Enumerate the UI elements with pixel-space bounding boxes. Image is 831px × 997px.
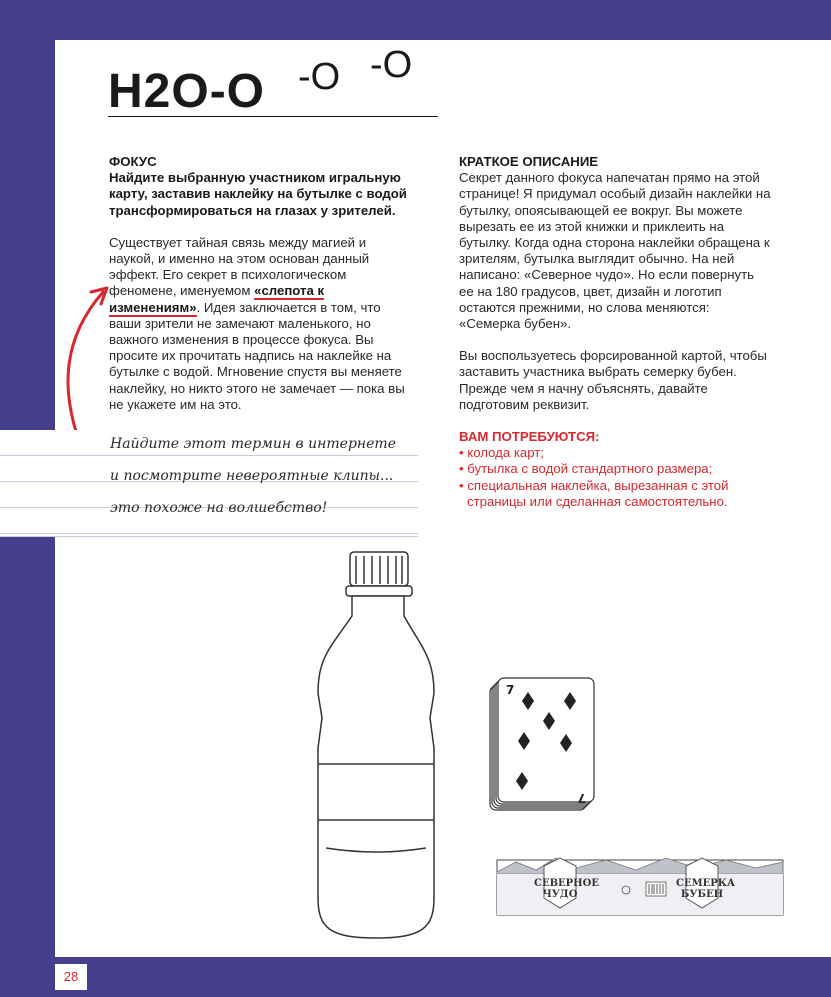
note-line-3: это похоже на волшебство! bbox=[110, 500, 328, 516]
requirements-list bbox=[459, 445, 771, 510]
sticker-left-text bbox=[534, 878, 599, 900]
requirement-item: • колода карт; bbox=[459, 445, 544, 461]
bottom-band bbox=[0, 957, 831, 997]
requirements-heading: ВАМ ПОТРЕБУЮТСЯ: bbox=[459, 429, 600, 445]
sticker-right-line-1: СЕМЕРКА bbox=[676, 878, 736, 889]
summary-paragraph-2: Вы воспользуетесь форсированной картой, чтобы заставить участника выбрать семерку бубен. Прежде чем я начну объяснять, давайте подготовим реквизит. bbox=[459, 348, 767, 412]
card-rank-top: 7 bbox=[506, 683, 515, 697]
requirement-item: • бутылка с водой стандартного размера; bbox=[459, 461, 713, 477]
handwritten-note bbox=[0, 430, 418, 537]
title-echo-2: -O bbox=[370, 44, 413, 86]
note-line-2: и посмотрите невероятные клипы... bbox=[110, 468, 394, 484]
water-bottle-illustration bbox=[300, 548, 452, 944]
title-echo-1: -O bbox=[298, 56, 341, 98]
summary-heading: КРАТКОЕ ОПИСАНИЕ bbox=[459, 154, 599, 169]
page-title bbox=[108, 44, 438, 118]
sticker-left-line-1: СЕВЕРНОЕ bbox=[534, 878, 599, 889]
left-column bbox=[109, 154, 414, 429]
title-main: H2O-O bbox=[108, 65, 266, 118]
sticker-right-text bbox=[676, 878, 736, 900]
right-column bbox=[459, 154, 771, 510]
highlight-term: «слепота к изменениям» bbox=[109, 283, 325, 315]
trick-paragraph bbox=[109, 235, 414, 413]
card-rank-bottom: 7 bbox=[577, 791, 586, 805]
note-line-1: Найдите этот термин в интернете bbox=[110, 436, 396, 452]
page-number: 28 bbox=[55, 964, 87, 990]
sticker-right-line-2: БУБЕН bbox=[680, 889, 724, 900]
sticker-left-line-2: ЧУДО bbox=[542, 889, 578, 900]
bottle-sticker-illustration bbox=[496, 852, 784, 916]
paragraph-part-1: Существует тайная связь между магией и наукой, и именно на этом основан данный эффект. Его секрет в психологическом феномене, именуемом bbox=[109, 234, 370, 299]
requirement-item: • специальная наклейка, вырезанная с этой страницы или сделанная самостоятельно. bbox=[459, 477, 729, 509]
trick-heading: ФОКУС bbox=[109, 154, 157, 169]
trick-lead: Найдите выбранную участником игральную карту, заставив наклейку на бутылке с водой трансформироваться на глазах у зрителей. bbox=[109, 170, 407, 218]
red-arrow-icon bbox=[55, 280, 115, 440]
paragraph-part-2: . Идея заключается в том, что ваши зрители не замечают маленького, но важного изменения в процессе фокуса. Вы просите их прочитать надпись на наклейке на бутылке с водой. Мгновение спустя вы меняете наклейку, но никто этого не замечает — пока вы не укажете им на это. bbox=[109, 299, 405, 412]
playing-card-deck-illustration bbox=[484, 676, 599, 816]
summary-paragraph-1: Секрет данного фокуса напечатан прямо на этой странице! Я придумал особый дизайн наклейки на бутылку, опоясывающей ее вокруг. Вы можете вырезать ее из этой книжки и приклеить на бутылку. Когда одна сторона наклейки обращена к зрителям, бутылка выглядит обычно. На ней написано: «Северное чудо». Но если повернуть ее на 180 градусов, цвет, дизайн и логотип остаются прежними, но слова меняются: «Семерка бубен». bbox=[459, 170, 771, 332]
